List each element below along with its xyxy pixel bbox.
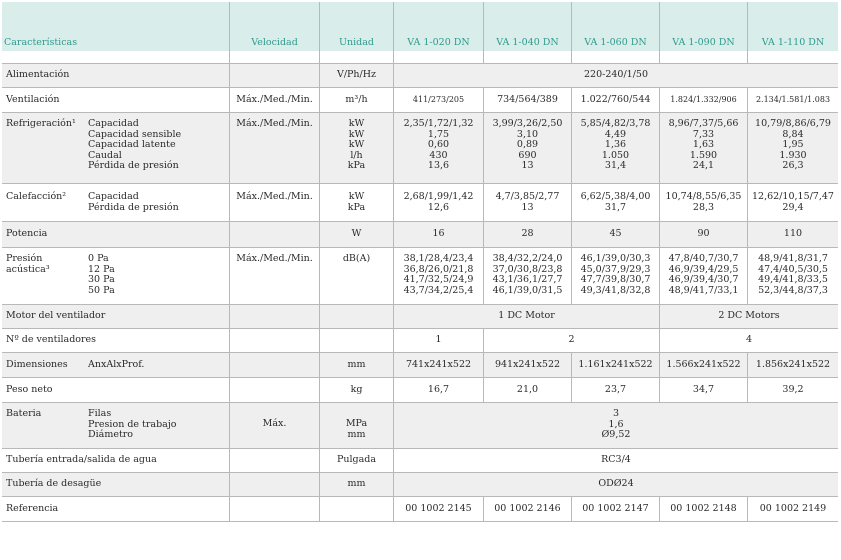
- cell-motor: 2 DC Motors: [660, 305, 838, 329]
- label-bateria: Bateria: [6, 408, 42, 419]
- sub-presion: 12 Pa: [88, 263, 115, 275]
- cell-refrigeracion: 26,3: [782, 160, 804, 171]
- cell-refrigeracion: 1.930: [779, 149, 807, 161]
- cell-refrigeracion: 0,60: [427, 139, 450, 150]
- cell-refrigeracion: 690: [518, 149, 537, 161]
- sub-presion: 30 Pa: [88, 274, 115, 285]
- cell-refrigeracion: 0,89: [516, 139, 539, 150]
- row-ventiladores: [2, 329, 838, 353]
- label-tuberia-agua: Tubería entrada/salida de agua: [2, 449, 230, 473]
- header-velocidad: Velocidad: [230, 2, 320, 51]
- cell-presion: 48,9/41,7/33,1: [668, 284, 739, 296]
- header-model-4: VA 1-090 DN: [660, 2, 748, 51]
- row-potencia: [2, 222, 838, 248]
- unit-dimensiones: mm: [320, 353, 394, 378]
- unit-refrigeracion: kW: [348, 139, 365, 150]
- label-dimensiones: Dimensiones: [6, 358, 68, 370]
- cell-potencia: 28: [484, 222, 572, 248]
- cell-presion: 46,1/39,0/30,3: [580, 253, 651, 264]
- row-calefaccion: [2, 184, 838, 222]
- speed-ventilacion: Máx./Med./Min.: [230, 88, 320, 113]
- row-bateria: [2, 403, 838, 449]
- cell-ventiladores: 4: [660, 329, 838, 353]
- cell-presion: 47,8/40,7/30,7: [668, 253, 739, 264]
- cell-calefaccion: 13: [521, 201, 534, 213]
- cell-refrigeracion: 1,95: [782, 139, 804, 150]
- row-tuberia-desague: [2, 473, 838, 497]
- sub-calefaccion: Capacidad: [88, 191, 139, 202]
- cell-calefaccion: 10,74/8,55/6,35: [665, 191, 742, 202]
- sub-bateria: Diámetro: [88, 429, 134, 440]
- cell-refrigeracion: 2,35/1,72/1,32: [403, 118, 474, 129]
- cell-presion: 47,4/40,5/30,5: [758, 263, 828, 275]
- cell-refrigeracion: 13: [521, 160, 534, 171]
- row-ventilacion: [2, 88, 838, 113]
- unit-tuberia-agua: Pulgada: [320, 449, 394, 473]
- cell-refrigeracion: 1,75: [427, 128, 450, 140]
- header-caracteristicas: Características: [2, 2, 230, 51]
- speed-bateria: Máx.: [230, 403, 320, 449]
- cell-bateria: 3: [612, 408, 620, 419]
- cell-ventiladores: 2: [484, 329, 660, 353]
- row-peso: [2, 378, 838, 403]
- cell-ventiladores: 1: [394, 329, 484, 353]
- unit-alimentacion: V/Ph/Hz: [320, 64, 394, 88]
- cell-peso: 39,2: [748, 378, 838, 403]
- cell-referencia: 00 1002 2148: [660, 497, 748, 522]
- label-presion-acustica: Presión acústica³: [6, 253, 50, 275]
- cell-refrigeracion: 10,79/8,86/6,79: [755, 118, 831, 129]
- cell-refrigeracion: 8,96/7,37/5,66: [668, 118, 739, 129]
- sub-refrigeracion: Pérdida de presión: [88, 160, 179, 171]
- cell-ventilacion: 411/273/205: [394, 88, 484, 113]
- cell-presion: 37,0/30,8/23,8: [492, 263, 563, 275]
- cell-peso: 16,7: [394, 378, 484, 403]
- label-refrigeracion: Refrigeración¹: [6, 118, 76, 129]
- label-tuberia-desague: Tubería de desagüe: [2, 473, 230, 497]
- row-dimensiones: [2, 353, 838, 378]
- unit-ventilacion: m³/h: [320, 88, 394, 113]
- row-alimentacion: [2, 64, 838, 88]
- cell-calefaccion: 6,62/5,38/4,00: [580, 191, 651, 202]
- cell-peso: 23,7: [572, 378, 660, 403]
- unit-bateria: MPa: [345, 418, 368, 429]
- unit-calefaccion: kW: [348, 191, 365, 202]
- cell-calefaccion: 29,4: [782, 201, 804, 213]
- sub-refrigeracion: Caudal: [88, 149, 122, 161]
- unit-refrigeracion: kW: [348, 118, 365, 129]
- cell-ventilacion: 2.134/1.581/1.083: [748, 88, 838, 113]
- cell-calefaccion: 2,68/1,99/1,42: [403, 191, 474, 202]
- cell-refrigeracion: 1,36: [604, 139, 627, 150]
- row-tuberia-agua: [2, 449, 838, 473]
- unit-bateria: mm: [347, 428, 366, 440]
- cell-presion: 46,1/39,0/31,5: [492, 284, 563, 296]
- cell-presion: 48,9/41,8/31,7: [758, 253, 828, 264]
- label-calefaccion: Calefacción²: [6, 191, 67, 202]
- row-referencia: [2, 497, 838, 522]
- header-unidad: Unidad: [320, 2, 394, 51]
- cell-refrigeracion: 1.590: [689, 149, 718, 161]
- sub-presion: 0 Pa: [88, 253, 109, 264]
- cell-refrigeracion: 7,33: [692, 128, 715, 140]
- cell-motor: 1 DC Motor: [394, 305, 660, 329]
- sub-bateria: Filas: [88, 408, 112, 419]
- speed-presion: Máx./Med./Min.: [230, 248, 320, 305]
- cell-potencia: 110: [748, 222, 838, 248]
- specs-table: [2, 2, 838, 522]
- cell-referencia: 00 1002 2145: [394, 497, 484, 522]
- value-alimentacion: 220-240/1/50: [394, 64, 838, 88]
- cell-presion: 47,7/39,8/30,7: [580, 274, 651, 285]
- unit-refrigeracion: kPa: [347, 160, 366, 171]
- label-motor: Motor del ventilador: [2, 305, 230, 329]
- cell-calefaccion: 4,7/3,85/2,77: [495, 191, 560, 202]
- speed-calefaccion: Máx./Med./Min.: [230, 184, 320, 222]
- unit-refrigeracion: kW: [348, 128, 365, 140]
- label-referencia: Referencia: [2, 497, 230, 522]
- cell-potencia: 45: [572, 222, 660, 248]
- sub-dimensiones: AnxAlxProf.: [88, 358, 145, 370]
- cell-potencia: 16: [394, 222, 484, 248]
- unit-refrigeracion: l/h: [350, 149, 363, 161]
- speed-refrigeracion: Máx./Med./Min.: [230, 113, 320, 184]
- cell-ventilacion: 1.824/1.332/906: [660, 88, 748, 113]
- cell-potencia: 90: [660, 222, 748, 248]
- cell-refrigeracion: 31,4: [604, 160, 627, 171]
- cell-refrigeracion: 8,84: [782, 128, 804, 140]
- cell-refrigeracion: 5,85/4,82/3,78: [580, 118, 651, 129]
- cell-presion: 49,4/41,8/33,5: [758, 274, 828, 285]
- cell-presion: 38,1/28,4/23,4: [403, 253, 474, 264]
- cell-peso: 34,7: [660, 378, 748, 403]
- cell-refrigeracion: 3,10: [516, 128, 539, 140]
- header-row: [2, 2, 838, 51]
- cell-refrigeracion: 24,1: [692, 160, 715, 171]
- row-motor: [2, 305, 838, 329]
- cell-refrigeracion: 13,6: [427, 160, 450, 171]
- cell-presion: 45,0/37,9/29,3: [580, 263, 651, 275]
- cell-presion: 43,7/34,2/25,4: [403, 284, 474, 296]
- cell-refrigeracion: 3,99/3,26/2,50: [492, 118, 563, 129]
- cell-refrigeracion: 1,63: [692, 139, 715, 150]
- cell-bateria: 1,6: [608, 418, 624, 430]
- cell-refrigeracion: 430: [429, 149, 448, 161]
- cell-presion: 41,7/32,5/24,9: [403, 274, 474, 285]
- header-model-3: VA 1-060 DN: [572, 2, 660, 51]
- label-ventiladores: Nº de ventiladores: [2, 329, 230, 353]
- sub-bateria: Presion de trabajo: [88, 418, 177, 430]
- cell-presion: 52,3/44,8/37,3: [758, 284, 828, 296]
- cell-presion: 46,9/39,4/30,7: [668, 274, 739, 285]
- cell-dimensiones: 941x241x522: [484, 353, 572, 378]
- cell-presion: 43,1/36,1/27,7: [492, 274, 563, 285]
- value-tuberia-agua: RC3/4: [394, 449, 838, 473]
- cell-peso: 21,0: [484, 378, 572, 403]
- unit-presion: dB(A): [320, 248, 394, 305]
- cell-dimensiones: 1.161x241x522: [572, 353, 660, 378]
- sub-refrigeracion: Capacidad latente: [88, 139, 176, 150]
- cell-dimensiones: 1.856x241x522: [748, 353, 838, 378]
- cell-presion: 38,4/32,2/24,0: [492, 253, 563, 264]
- cell-referencia: 00 1002 2146: [484, 497, 572, 522]
- cell-calefaccion: 31,7: [604, 201, 627, 213]
- sub-presion: 50 Pa: [88, 284, 115, 296]
- cell-bateria: Ø9,52: [601, 429, 631, 440]
- cell-refrigeracion: 1.050: [601, 149, 630, 161]
- unit-peso: kg: [320, 378, 394, 403]
- unit-potencia: W: [320, 222, 394, 248]
- row-refrigeracion: [2, 113, 838, 184]
- sub-calefaccion: Pérdida de presión: [88, 201, 179, 213]
- unit-calefaccion: kPa: [347, 201, 366, 213]
- cell-calefaccion: 28,3: [692, 201, 715, 213]
- sub-refrigeracion: Capacidad: [88, 118, 139, 129]
- label-potencia: Potencia: [2, 222, 230, 248]
- header-model-2: VA 1-040 DN: [484, 2, 572, 51]
- cell-refrigeracion: 4,49: [604, 128, 627, 140]
- label-ventilacion: Ventilación: [2, 88, 230, 113]
- label-alimentacion: Alimentación: [2, 64, 230, 88]
- cell-referencia: 00 1002 2149: [748, 497, 838, 522]
- cell-presion: 46,9/39,4/29,5: [668, 263, 739, 275]
- label-peso: Peso neto: [2, 378, 230, 403]
- unit-tuberia-desague: mm: [320, 473, 394, 497]
- header-model-5: VA 1-110 DN: [748, 2, 838, 51]
- cell-dimensiones: 1.566x241x522: [660, 353, 748, 378]
- cell-presion: 49,3/41,8/32,8: [580, 284, 651, 296]
- sub-refrigeracion: Capacidad sensible: [88, 128, 182, 140]
- cell-calefaccion: 12,62/10,15/7,47: [752, 191, 834, 202]
- cell-calefaccion: 12,6: [427, 201, 450, 213]
- cell-ventilacion: 734/564/389: [484, 88, 572, 113]
- cell-referencia: 00 1002 2147: [572, 497, 660, 522]
- cell-dimensiones: 741x241x522: [394, 353, 484, 378]
- value-tuberia-desague: ODØ24: [394, 473, 838, 497]
- header-model-1: VA 1-020 DN: [394, 2, 484, 51]
- row-presion-acustica: [2, 248, 838, 305]
- cell-ventilacion: 1.022/760/544: [572, 88, 660, 113]
- cell-presion: 36,8/26,0/21,8: [403, 263, 474, 275]
